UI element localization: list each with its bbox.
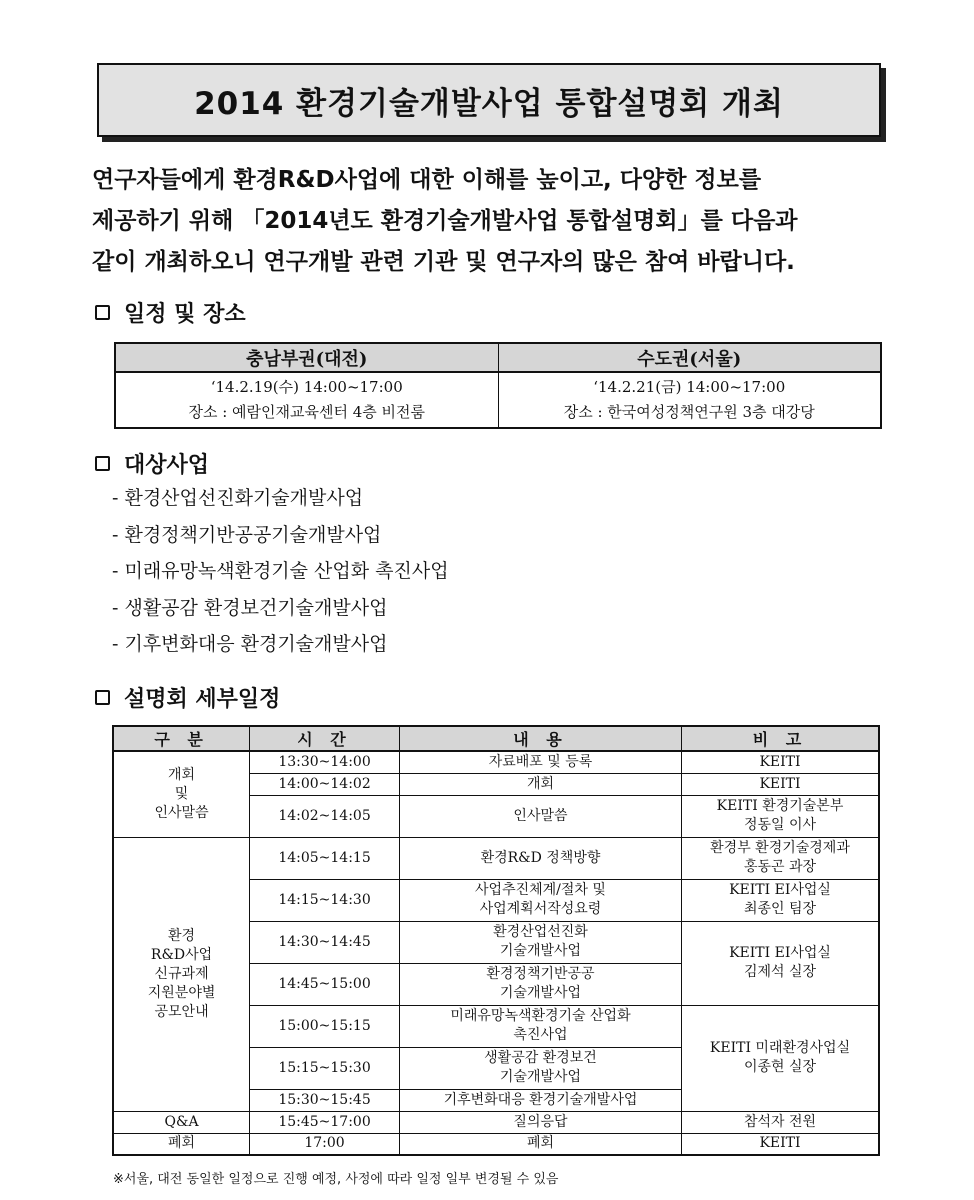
list-item: - 환경산업선진화기술개발사업 xyxy=(112,487,364,509)
group-cell: 환경 R&D사업 신규과제 지원분야별 공모안내 xyxy=(113,837,250,1111)
table-row xyxy=(113,1133,879,1155)
time-cell: 14:05~14:15 xyxy=(250,837,400,879)
content-cell: 사업추진체계/절차 및 사업계획서작성요령 xyxy=(399,879,681,921)
list-item: - 기후변화대응 환경기술개발사업 xyxy=(112,633,388,655)
time-cell: 14:45~15:00 xyxy=(250,963,400,1005)
content-cell: 환경R&D 정책방향 xyxy=(399,837,681,879)
content-cell: 질의응답 xyxy=(399,1111,681,1133)
schedule-date: ‘14.2.21(금) 14:00~17:00 xyxy=(593,378,786,396)
list-item: - 환경정책기반공공기술개발사업 xyxy=(112,523,382,546)
schedule-table xyxy=(114,342,882,429)
section-heading-detail xyxy=(95,682,280,713)
content-cell: 환경정책기반공공 기술개발사업 xyxy=(399,963,681,1005)
time-cell: 14:30~14:45 xyxy=(250,921,400,963)
note-cell: KEITI EI사업실 김제석 실장 xyxy=(682,921,879,1005)
note-cell: KEITI xyxy=(682,773,879,795)
time-cell: 15:15~15:30 xyxy=(250,1047,400,1089)
content-cell: 환경산업선진화 기술개발사업 xyxy=(399,921,681,963)
square-bullet-icon xyxy=(95,690,110,705)
time-cell: 15:45~17:00 xyxy=(250,1111,400,1133)
column-header: 시 간 xyxy=(250,726,400,751)
square-bullet-icon xyxy=(95,456,110,471)
column-header: 구 분 xyxy=(113,726,250,751)
group-cell: 폐회 xyxy=(113,1133,250,1155)
column-header: 내 용 xyxy=(399,726,681,751)
schedule-cell-daejeon xyxy=(115,372,498,428)
business-list xyxy=(112,486,449,669)
time-cell: 15:00~15:15 xyxy=(250,1005,400,1047)
time-cell: 17:00 xyxy=(250,1133,400,1155)
table-row xyxy=(113,837,879,879)
list-item: - 미래유망녹색환경기술 산업화 촉진사업 xyxy=(112,560,449,582)
intro-line: 같이 개최하오니 연구개발 관련 기관 및 연구자의 많은 참여 바랍니다. xyxy=(92,249,795,275)
section-title: 일정 및 장소 xyxy=(124,302,246,327)
intro-line: 제공하기 위해 「2014년도 환경기술개발사업 통합설명회」를 다음과 xyxy=(92,208,798,234)
section-heading-schedule xyxy=(95,297,246,328)
group-cell: 개회 및 인사말씀 xyxy=(113,751,250,837)
schedule-date: ‘14.2.19(수) 14:00~17:00 xyxy=(210,378,403,396)
note-cell: 참석자 전원 xyxy=(682,1111,879,1133)
content-cell: 자료배포 및 등록 xyxy=(399,751,681,773)
time-cell: 15:30~15:45 xyxy=(250,1089,400,1111)
content-cell: 개회 xyxy=(399,773,681,795)
content-cell: 폐회 xyxy=(399,1133,681,1155)
schedule-header-daejeon: 충남부권(대전) xyxy=(115,343,498,372)
footnote: ※서울, 대전 동일한 일정으로 진행 예정, 사정에 따라 일정 일부 변경될 수 있음 xyxy=(113,1172,559,1187)
time-cell: 13:30~14:00 xyxy=(250,751,400,773)
schedule-place: 장소 : 한국여성정책연구원 3층 대강당 xyxy=(563,403,815,421)
square-bullet-icon xyxy=(95,305,110,320)
intro-line: 연구자들에게 환경R&D사업에 대한 이해를 높이고, 다양한 정보를 xyxy=(92,167,762,193)
time-cell: 14:02~14:05 xyxy=(250,795,400,837)
group-cell: Q&A xyxy=(113,1111,250,1133)
time-cell: 14:00~14:02 xyxy=(250,773,400,795)
note-cell: 환경부 환경기술경제과 홍동곤 과장 xyxy=(682,837,879,879)
note-cell: KEITI 미래환경사업실 이종현 실장 xyxy=(682,1005,879,1111)
content-cell: 미래유망녹색환경기술 산업화 촉진사업 xyxy=(399,1005,681,1047)
list-item: - 생활공감 환경보건기술개발사업 xyxy=(112,596,388,619)
note-cell: KEITI xyxy=(682,751,879,773)
table-row xyxy=(113,751,879,773)
document-title: 2014 환경기술개발사업 통합설명회 개최 xyxy=(97,63,881,137)
section-title: 설명회 세부일정 xyxy=(124,687,281,712)
note-cell: KEITI xyxy=(682,1133,879,1155)
detail-schedule-table xyxy=(112,725,880,1156)
schedule-header-seoul: 수도권(서울) xyxy=(498,343,881,372)
content-cell: 인사말씀 xyxy=(399,795,681,837)
note-cell: KEITI 환경기술본부 정동일 이사 xyxy=(682,795,879,837)
note-cell: KEITI EI사업실 최종인 팀장 xyxy=(682,879,879,921)
column-header: 비 고 xyxy=(682,726,879,751)
schedule-cell-seoul xyxy=(498,372,881,428)
time-cell: 14:15~14:30 xyxy=(250,879,400,921)
schedule-place: 장소 : 예람인재교육센터 4층 비전룸 xyxy=(188,403,426,421)
content-cell: 생활공감 환경보건 기술개발사업 xyxy=(399,1047,681,1089)
content-cell: 기후변화대응 환경기술개발사업 xyxy=(399,1089,681,1111)
table-row xyxy=(113,1111,879,1133)
section-title: 대상사업 xyxy=(124,453,210,478)
intro-paragraph xyxy=(92,160,892,283)
section-heading-business xyxy=(95,448,209,479)
